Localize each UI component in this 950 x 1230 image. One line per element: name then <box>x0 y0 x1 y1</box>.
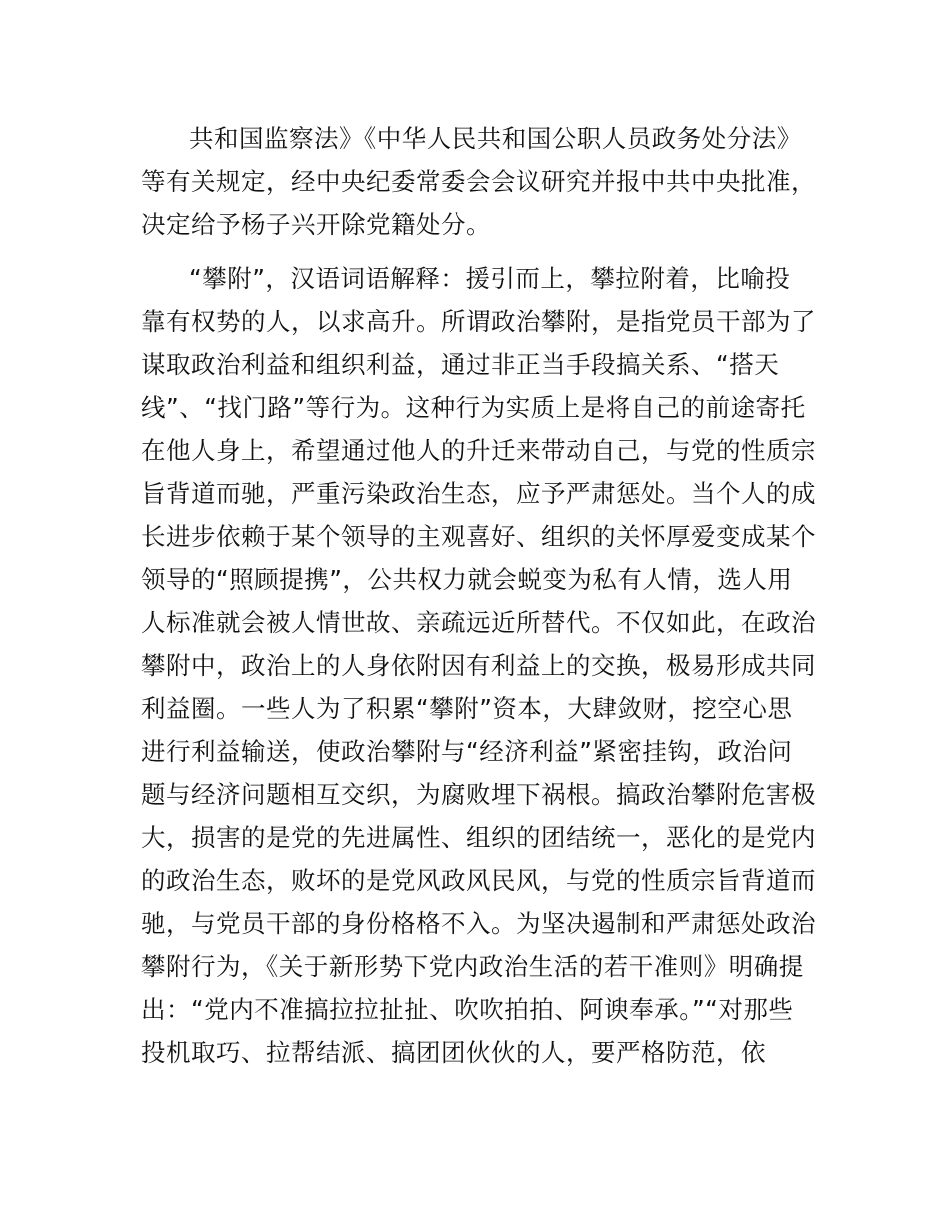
text-line: 在他人身上，希望通过他人的升迁来带动自己，与党的性质宗 <box>141 436 816 465</box>
text-line: 旨背道而驰，严重污染政治生态，应予严肃惩处。当个人的成 <box>141 479 816 508</box>
text-line: 的政治生态，败坏的是党风政风民风，与党的性质宗旨背道而 <box>141 866 816 895</box>
text-line: 利益圈。一些人为了积累“攀附”资本，大肆敛财，挖空心思 <box>141 694 793 723</box>
text-line: 题与经济问题相互交织，为腐败埋下祸根。搞政治攀附危害极 <box>141 780 816 809</box>
text-line: 等有关规定，经中央纪委常委会会议研究并报中共中央批准， <box>141 167 816 196</box>
text-line: 大，损害的是党的先进属性、组织的团结统一，恶化的是党内 <box>141 823 816 852</box>
text-line: 决定给予杨子兴开除党籍处分。 <box>141 210 491 239</box>
paragraph-1 <box>141 117 821 246</box>
text-line: 人标准就会被人情世故、亲疏远近所替代。不仅如此，在政治 <box>141 608 816 637</box>
text-line: 出：“党内不准搞拉拉扯扯、吹吹拍拍、阿谀奉承。”“对那些 <box>141 995 794 1024</box>
text-line: 攀附行为，《关于新形势下党内政治生活的若干准则》明确提 <box>141 952 804 981</box>
text-line: 领导的“照顾提携”，公共权力就会蜕变为私有人情，选人用 <box>141 565 793 594</box>
paragraph-2 <box>141 257 821 1074</box>
text-line: 靠有权势的人，以求高升。所谓政治攀附，是指党员干部为了 <box>141 307 816 336</box>
text-line: 线”、“找门路”等行为。这种行为实质上是将自己的前途寄托 <box>141 393 806 422</box>
text-line: 驰，与党员干部的身份格格不入。为坚决遏制和严肃惩处政治 <box>141 909 816 938</box>
text-line: “攀附”，汉语词语解释：援引而上，攀拉附着，比喻投 <box>189 264 791 293</box>
text-line: 长进步依赖于某个领导的主观喜好、组织的关怀厚爱变成某个 <box>141 522 816 551</box>
text-line: 共和国监察法》《中华人民共和国公职人员政务处分法》 <box>189 124 802 153</box>
text-line: 进行利益输送，使政治攀附与“经济利益”紧密挂钩，政治问 <box>141 737 793 766</box>
text-line: 谋取政治利益和组织利益，通过非正当手段搞关系、“搭天 <box>141 350 780 379</box>
text-line: 投机取巧、拉帮结派、搞团团伙伙的人，要严格防范，依 <box>141 1038 766 1067</box>
text-line: 攀附中，政治上的人身依附因有利益上的交换，极易形成共同 <box>141 651 816 680</box>
